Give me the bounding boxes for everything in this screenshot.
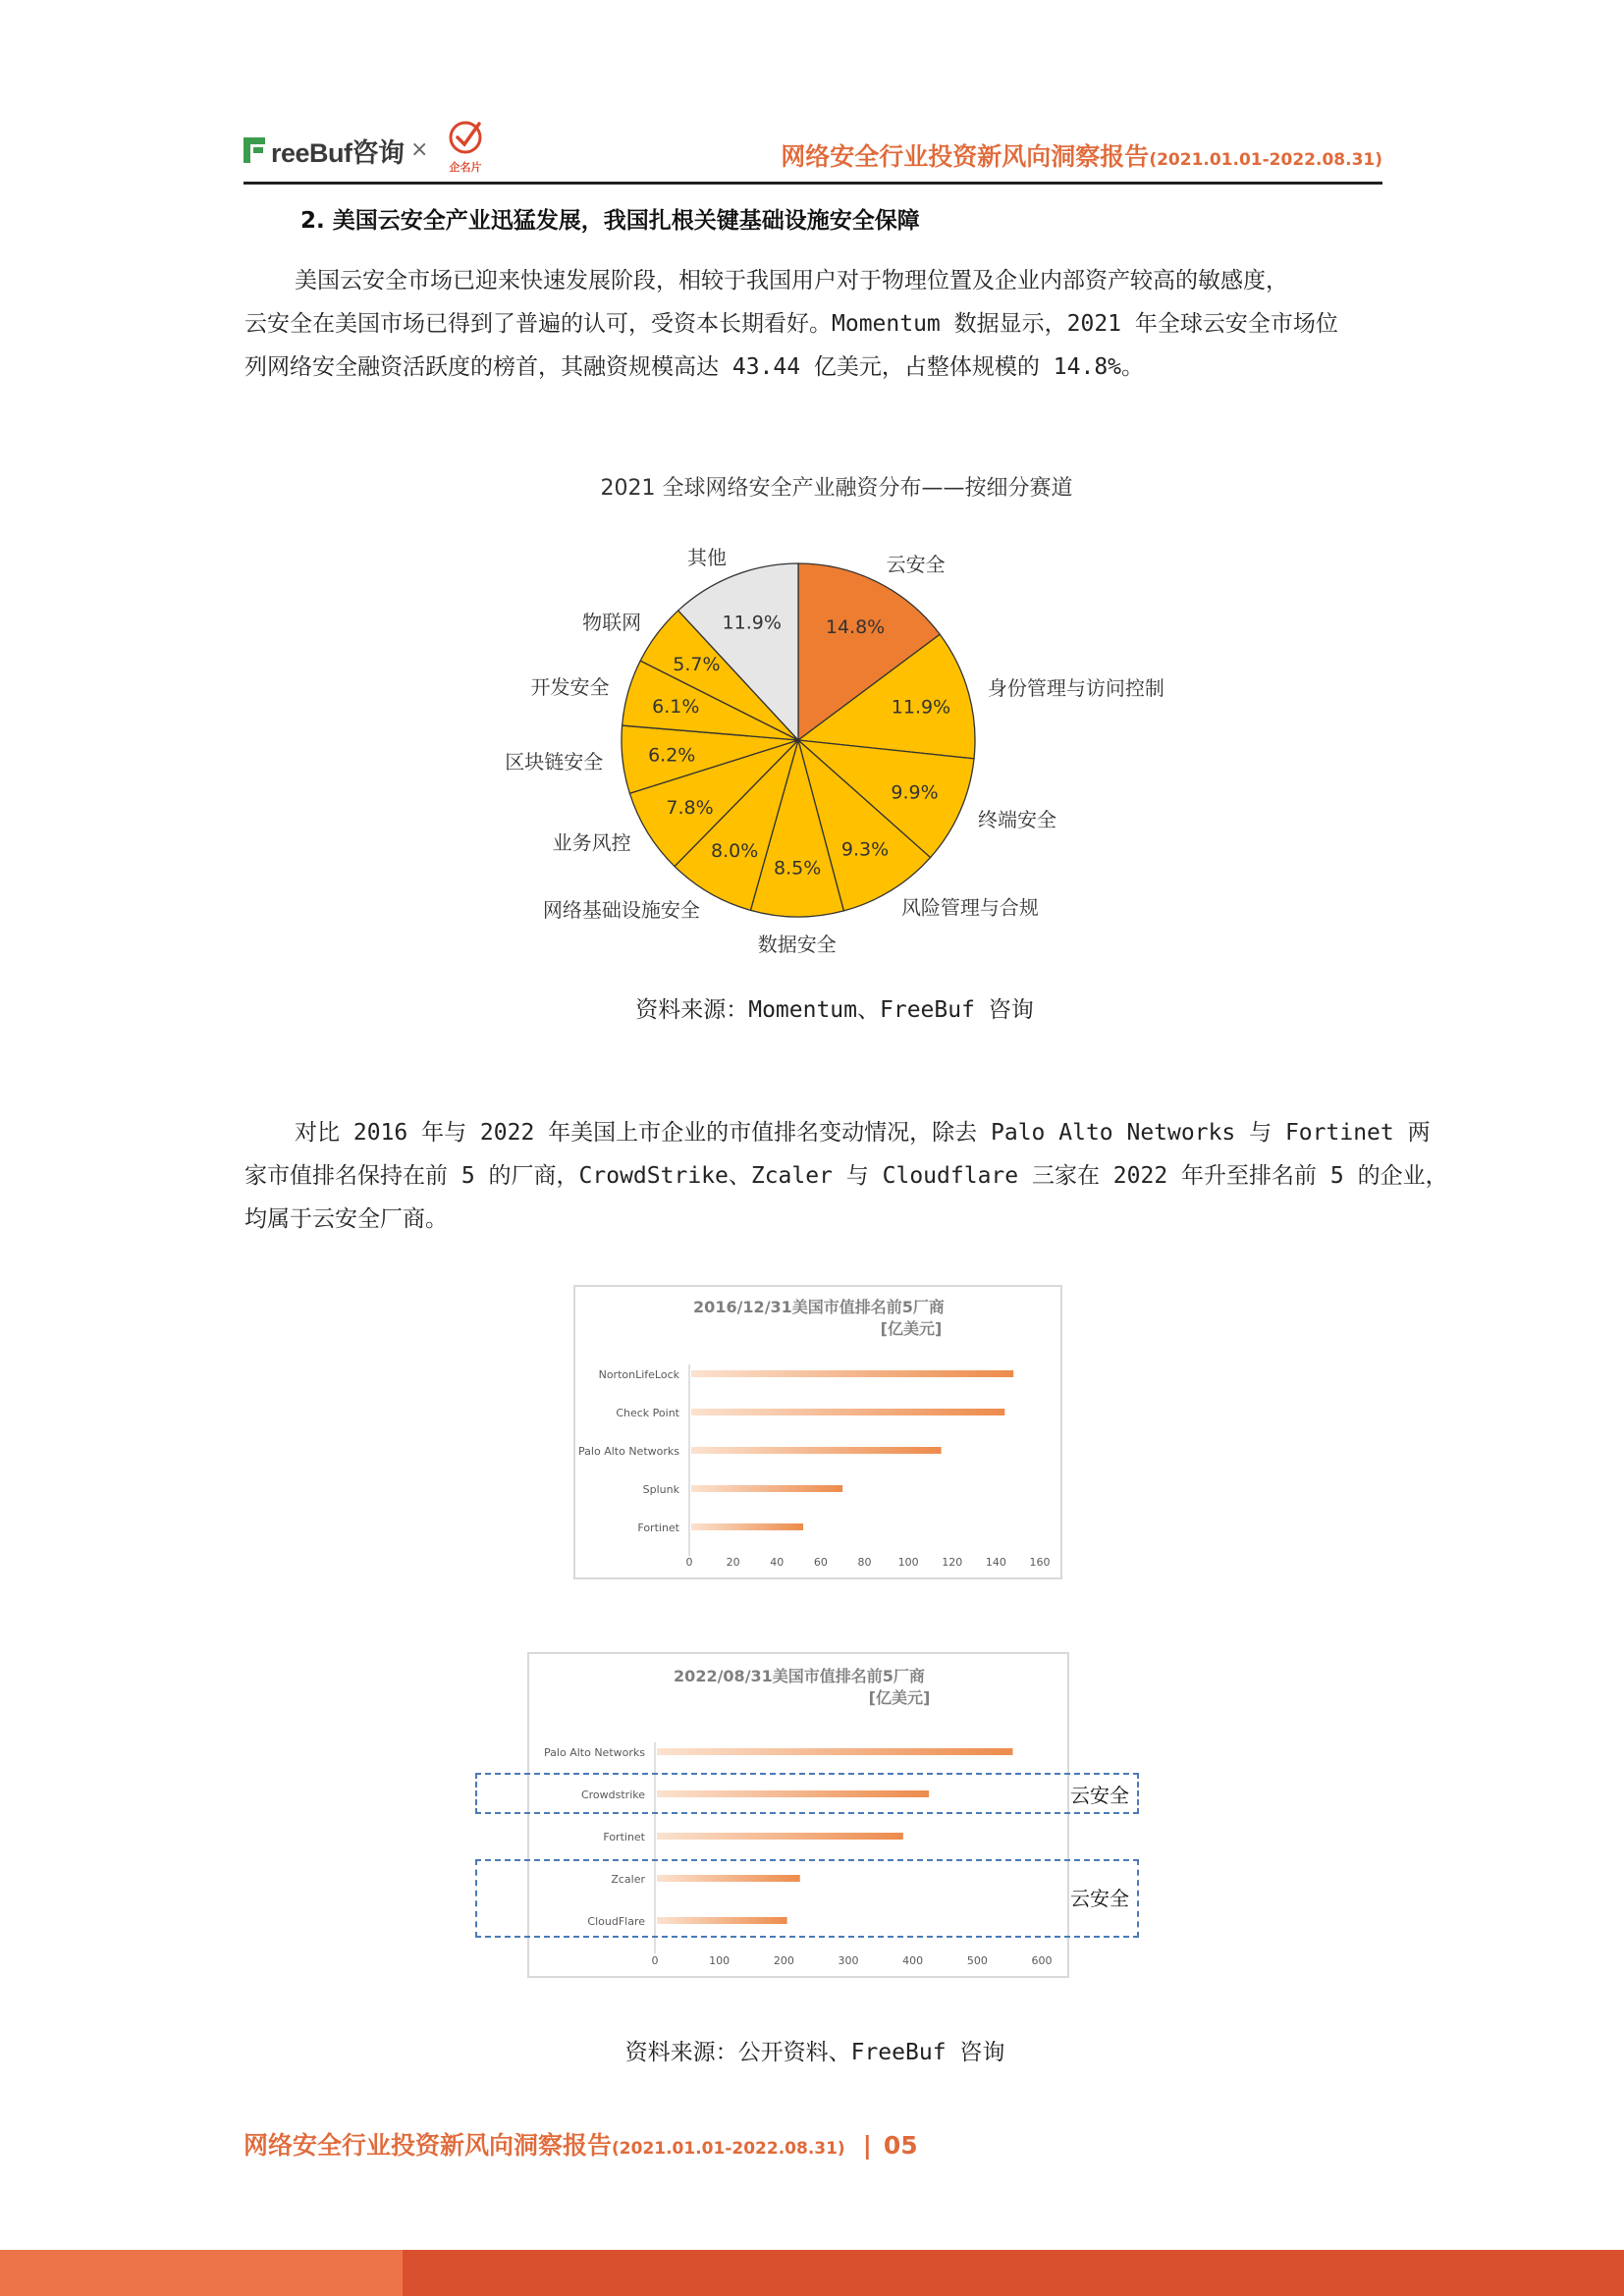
bar-category-label: Palo Alto Networks — [578, 1445, 679, 1458]
bar-tick-label: 600 — [1031, 1954, 1053, 1967]
bottom-color-bar-accent — [0, 2250, 403, 2296]
cloud-security-highlight-box — [475, 1859, 1139, 1938]
bar-source-caption: 资料来源：公开资料、FreeBuf 咨询 — [624, 2040, 1005, 2065]
pie-category-label: 区块链安全 — [505, 750, 604, 774]
pie-percent-label: 5.7% — [673, 654, 721, 676]
bar-tick-label: 60 — [813, 1556, 828, 1569]
bar-category-label: Zcaler — [611, 1873, 645, 1886]
cloud-security-label: 云安全 — [1070, 1784, 1129, 1807]
footer-period: (2021.01.01-2022.08.31) — [612, 2139, 845, 2159]
bar — [691, 1447, 942, 1454]
paragraph-line: 家市值排名保持在前 5 的厂商，CrowdStrike、Zcaler 与 Cloudflare 三家在 2022 年升至排名前 5 的企业， — [244, 1163, 1448, 1189]
pie-percent-label: 14.8% — [825, 616, 886, 639]
bar-chart-2016 — [573, 1285, 1062, 1579]
bar-tick-label: 20 — [726, 1556, 740, 1569]
page-footer — [244, 2126, 918, 2162]
bar-tick-label: 80 — [857, 1556, 872, 1569]
bar-tick-label: 0 — [685, 1556, 693, 1569]
bar-chart-unit: [亿美元] — [868, 1688, 931, 1707]
pie-category-label: 网络基础设施安全 — [542, 898, 700, 923]
bar-category-label: Palo Alto Networks — [544, 1746, 645, 1759]
bar-tick-label: 120 — [942, 1556, 963, 1569]
paragraph-line: 列网络安全融资活跃度的榜首，其融资规模高达 43.44 亿美元，占整体规模的 14.8%。 — [244, 354, 1145, 380]
bar-tick-label: 140 — [985, 1556, 1006, 1569]
qimingpian-logo — [444, 118, 487, 177]
paragraph-line: 均属于云安全厂商。 — [244, 1206, 448, 1232]
pie-percent-label: 9.9% — [891, 781, 939, 804]
freebuf-logo-text: reeBuf咨询 — [271, 137, 405, 168]
pie-percent-label: 7.8% — [666, 796, 714, 819]
pie-percent-label: 6.1% — [652, 695, 700, 718]
bar-category-label: Splunk — [642, 1483, 679, 1496]
pie-percent-label: 8.0% — [711, 840, 759, 863]
header-divider — [244, 182, 1382, 185]
bar-chart-title: 2016/12/31美国市值排名前5厂商 — [693, 1298, 945, 1316]
bar-tick-label: 300 — [838, 1954, 859, 1967]
checkmark-icon — [444, 118, 487, 161]
bar-category-label: CloudFlare — [587, 1915, 645, 1928]
bar-tick-label: 100 — [897, 1556, 919, 1569]
pie-category-label: 风险管理与合规 — [900, 895, 1039, 920]
report-period: (2021.01.01-2022.08.31) — [1149, 150, 1382, 170]
pie-category-label: 开发安全 — [530, 674, 610, 699]
report-title — [781, 137, 1382, 173]
pie-category-label: 云安全 — [886, 553, 946, 577]
footer-separator: | — [862, 2131, 872, 2160]
bar-tick-label: 0 — [651, 1954, 659, 1967]
page-number: 05 — [883, 2131, 918, 2160]
report-title-text: 网络安全行业投资新风向洞察报告 — [781, 142, 1150, 171]
pie-category-label: 业务风控 — [552, 830, 631, 855]
footer-title: 网络安全行业投资新风向洞察报告 — [244, 2131, 613, 2160]
bar-category-label: Fortinet — [637, 1522, 679, 1534]
bar-tick-label: 160 — [1029, 1556, 1051, 1569]
paragraph-line: 美国云安全市场已迎来快速发展阶段，相较于我国用户对于物理位置及企业内部资产较高的敏感度， — [295, 268, 1288, 294]
bar-tick-label: 40 — [770, 1556, 785, 1569]
paragraph-line: 云安全在美国市场已得到了普遍的认可，受资本长期看好。Momentum 数据显示，2021 年全球云安全市场位 — [244, 311, 1338, 337]
bar-tick-label: 400 — [902, 1954, 924, 1967]
page-header — [244, 116, 1382, 185]
pie-percent-label: 9.3% — [840, 838, 890, 861]
bar-category-label: Crowdstrike — [580, 1789, 645, 1801]
pie-percent-label: 11.9% — [891, 696, 951, 719]
section-heading: 2. 美国云安全产业迅猛发展，我国扎根关键基础设施安全保障 — [300, 208, 920, 234]
bar — [691, 1409, 1004, 1415]
bar-tick-label: 200 — [773, 1954, 794, 1967]
freebuf-logo — [244, 133, 405, 167]
pie-category-label: 物联网 — [582, 610, 642, 634]
bar — [657, 1748, 1012, 1755]
paragraph-line: 对比 2016 年与 2022 年美国上市企业的市值排名变动情况，除去 Palo Alto Networks 与 Fortinet 两 — [295, 1120, 1431, 1146]
pie-category-label: 数据安全 — [757, 932, 837, 956]
bar-chart-unit: [亿美元] — [880, 1319, 943, 1338]
cloud-security-label: 云安全 — [1070, 1887, 1129, 1910]
pie-category-label: 身份管理与访问控制 — [987, 675, 1164, 700]
bar-tick-label: 500 — [966, 1954, 988, 1967]
bar — [691, 1523, 803, 1530]
pie-category-label: 其他 — [687, 545, 728, 569]
bar-category-label: Check Point — [616, 1407, 679, 1419]
pie-chart — [491, 467, 1198, 958]
bar-chart-title: 2022/08/31美国市值排名前5厂商 — [674, 1667, 925, 1685]
cross-mark: × — [410, 137, 429, 162]
bar — [691, 1370, 1013, 1377]
bar-chart-2016-svg — [575, 1287, 1060, 1577]
pie-source-caption: 资料来源：Momentum、FreeBuf 咨询 — [635, 997, 1034, 1023]
pie-percent-label: 6.2% — [648, 744, 696, 767]
pie-percent-label: 8.5% — [774, 857, 822, 880]
pie-category-label: 终端安全 — [977, 807, 1056, 831]
qimingpian-logo-text: 企名片 — [449, 161, 482, 174]
bar — [691, 1485, 842, 1492]
bar-category-label: Fortinet — [603, 1831, 645, 1843]
bar-category-label: NortonLifeLock — [598, 1368, 679, 1381]
freebuf-logo-icon — [244, 137, 269, 163]
cloud-security-highlight-box — [475, 1773, 1139, 1814]
pie-percent-label: 11.9% — [722, 612, 782, 634]
bar-tick-label: 100 — [709, 1954, 731, 1967]
bar — [657, 1833, 903, 1840]
pie-chart-title: 2021 全球网络安全产业融资分布——按细分赛道 — [600, 476, 1073, 501]
